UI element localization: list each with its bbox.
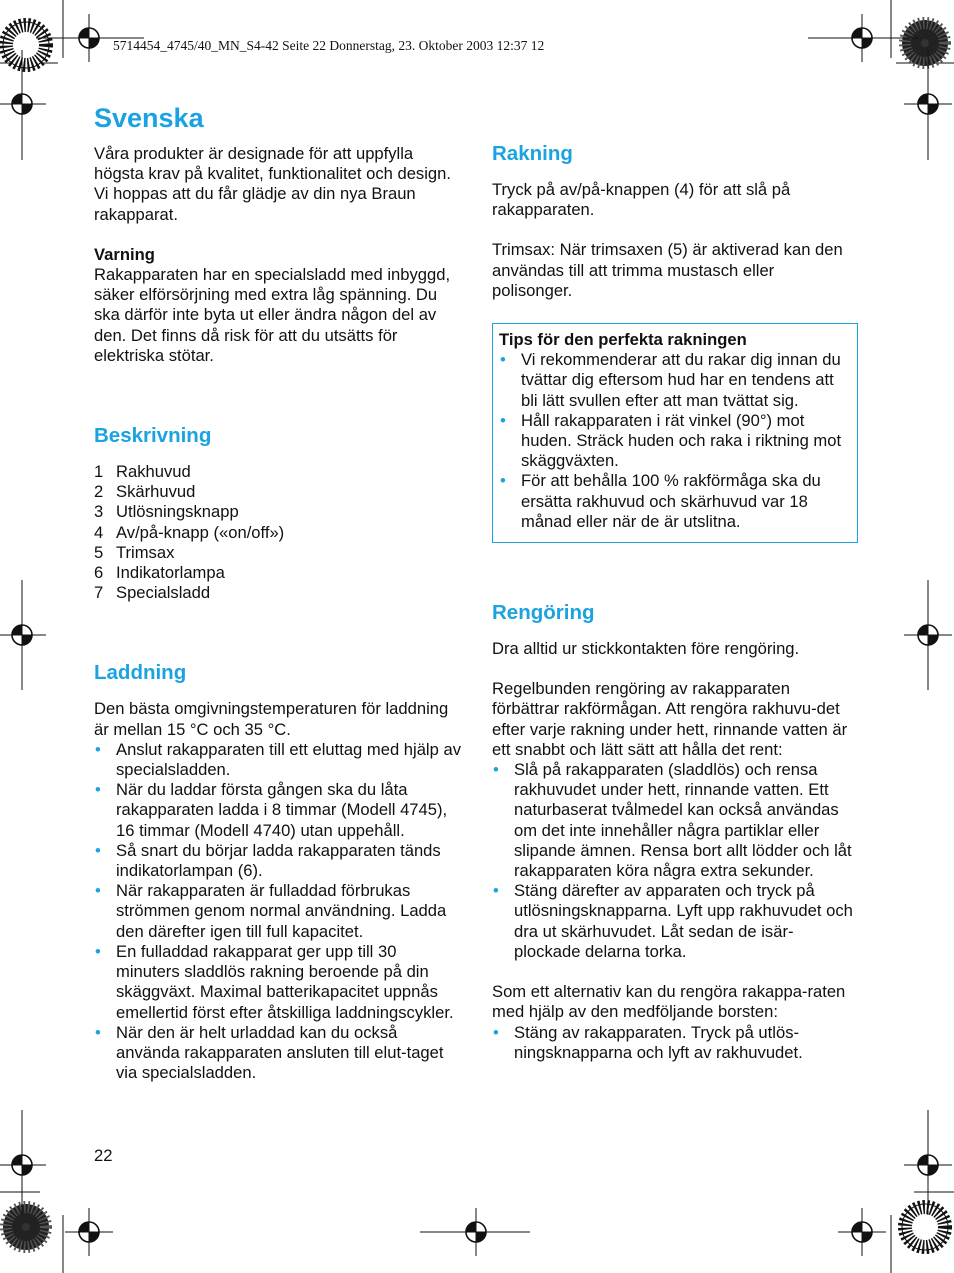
list-item: • Slå på rakapparaten (sladdlös) och rensa rakhuvudet under hett, rinnande vatten. Ett naturbaserat tvålmedel kan också användas om det inte innehåller några partiklar eller slipande ämnen. Rensa bort allt lödder och låt rakapparaten köra några extra sekunder. [492, 760, 858, 881]
list-item: • En fulladdad rakapparat ger upp till 30 minuters sladdlös rakning beroende på din skäggväxt. Maximal batterikapacitet uppnås emellertid först efter åtskilliga laddningscykler. [94, 942, 464, 1023]
warning-text: Rakapparaten har en specialsladd med inbyggd, säker elförsörjning med extra låg spänning. Du ska därför inte byta ut eller ändra någon del av den. Det finns då risk för att du utsätts för elektriska stötar. [94, 265, 451, 365]
list-item: 1 Rakhuvud [94, 462, 191, 482]
list-item: 5 Trimsax [94, 542, 175, 562]
description-list [94, 462, 464, 603]
list-item: 6 Indikatorlampa [94, 563, 225, 583]
right-column [492, 140, 858, 1063]
list-item: 2 Skärhuvud [94, 482, 196, 502]
list-item: 7 Specialsladd [94, 583, 211, 603]
print-info: 5714454_4745/40_MN_S4-42 Seite 22 Donnerstag, 23. Oktober 2003 12:37 12 [113, 38, 545, 53]
list-item: • När du laddar första gången ska du låta rakapparaten ladda i 8 timmar (Modell 4745), 16 timmar (Modell 4740) utan uppehåll. [94, 780, 464, 841]
page-title: Svenska [94, 103, 204, 133]
list-item: • Stäng därefter av apparaten och tryck på utlösningsknapparna. Lyft upp rakhuvudet och dra ut skärhuvudet. Låt sedan de isär-plockade delarna torka. [492, 881, 858, 962]
list-item: • När den är helt urladdad kan du också använda rakapparaten ansluten till elut-taget via specialsladden. [94, 1023, 464, 1084]
list-item: • Håll rakapparaten i rät vinkel (90°) mot huden. Sträck huden och raka i riktning mot skäggväxten. [499, 411, 851, 472]
list-item: • För att behålla 100 % rakförmåga ska du ersätta rakhuvud och skärhuvud var 18 månad eller när de är utslitna. [499, 471, 851, 532]
warning-heading: Varning [94, 244, 155, 264]
cleaning-heading: Rengöring [492, 601, 595, 625]
tips-heading: Tips för den perfekta rakningen [499, 330, 747, 350]
left-column [94, 100, 464, 1083]
list-item: • När rakapparaten är fulladdad förbrukas strömmen genom normal användning. Ladda den därefter igen till full kapacitet. [94, 881, 464, 942]
description-heading: Beskrivning [94, 424, 212, 448]
shaving-heading: Rakning [492, 142, 573, 165]
charging-intro: Den bästa omgivningstemperaturen för laddning är mellan 15 °C och 35 °C. [94, 699, 449, 739]
cleaning-text-2: Regelbunden rengöring av rakapparaten förbättrar rakförmågan. Att rengöra rakhuvu-det efter varje rakning under hett, rinnande vatten är ett snabbt och lätt sätt att hålla det rent: [492, 679, 848, 759]
charging-list [94, 740, 464, 1083]
cleaning-text-3: Som ett alternativ kan du rengöra rakappa-raten med hjälp av den medföljande borsten: [492, 982, 846, 1022]
page-number: 22 [94, 1146, 113, 1165]
list-item: • Vi rekommenderar att du rakar dig innan du tvättar dig eftersom hud har en tendens att bli lätt svullen efter att man tvättat sig. [499, 350, 851, 411]
list-item: • Stäng av rakapparaten. Tryck på utlös-ningsknapparna och lyft av rakhuvudet. [492, 1023, 858, 1063]
list-item: • Anslut rakapparaten till ett eluttag med hjälp av specialsladden. [94, 740, 464, 780]
cleaning-text-1: Dra alltid ur stickkontakten före rengöring. [492, 639, 800, 659]
intro-text: Våra produkter är designade för att uppfylla högsta krav på kvalitet, funktionalitet och design. Vi hoppas att du får glädje av din nya Braun rakapparat. [94, 144, 451, 224]
list-item: 3 Utlösningsknapp [94, 502, 239, 522]
tips-box [492, 323, 858, 543]
cleaning-list [492, 760, 858, 962]
charging-heading: Laddning [94, 661, 187, 685]
cleaning-list-2 [492, 1023, 858, 1063]
list-item: • Så snart du börjar ladda rakapparaten tänds indikatorlampan (6). [94, 841, 464, 881]
tips-list [499, 350, 851, 532]
list-item: 4 Av/på-knapp («on/off») [94, 522, 285, 542]
shaving-text-2: Trimsax: När trimsaxen (5) är aktiverad kan den användas till att trimma mustasch eller polisonger. [492, 240, 843, 300]
shaving-text-1: Tryck på av/på-knappen (4) för att slå på rakapparaten. [492, 180, 791, 220]
